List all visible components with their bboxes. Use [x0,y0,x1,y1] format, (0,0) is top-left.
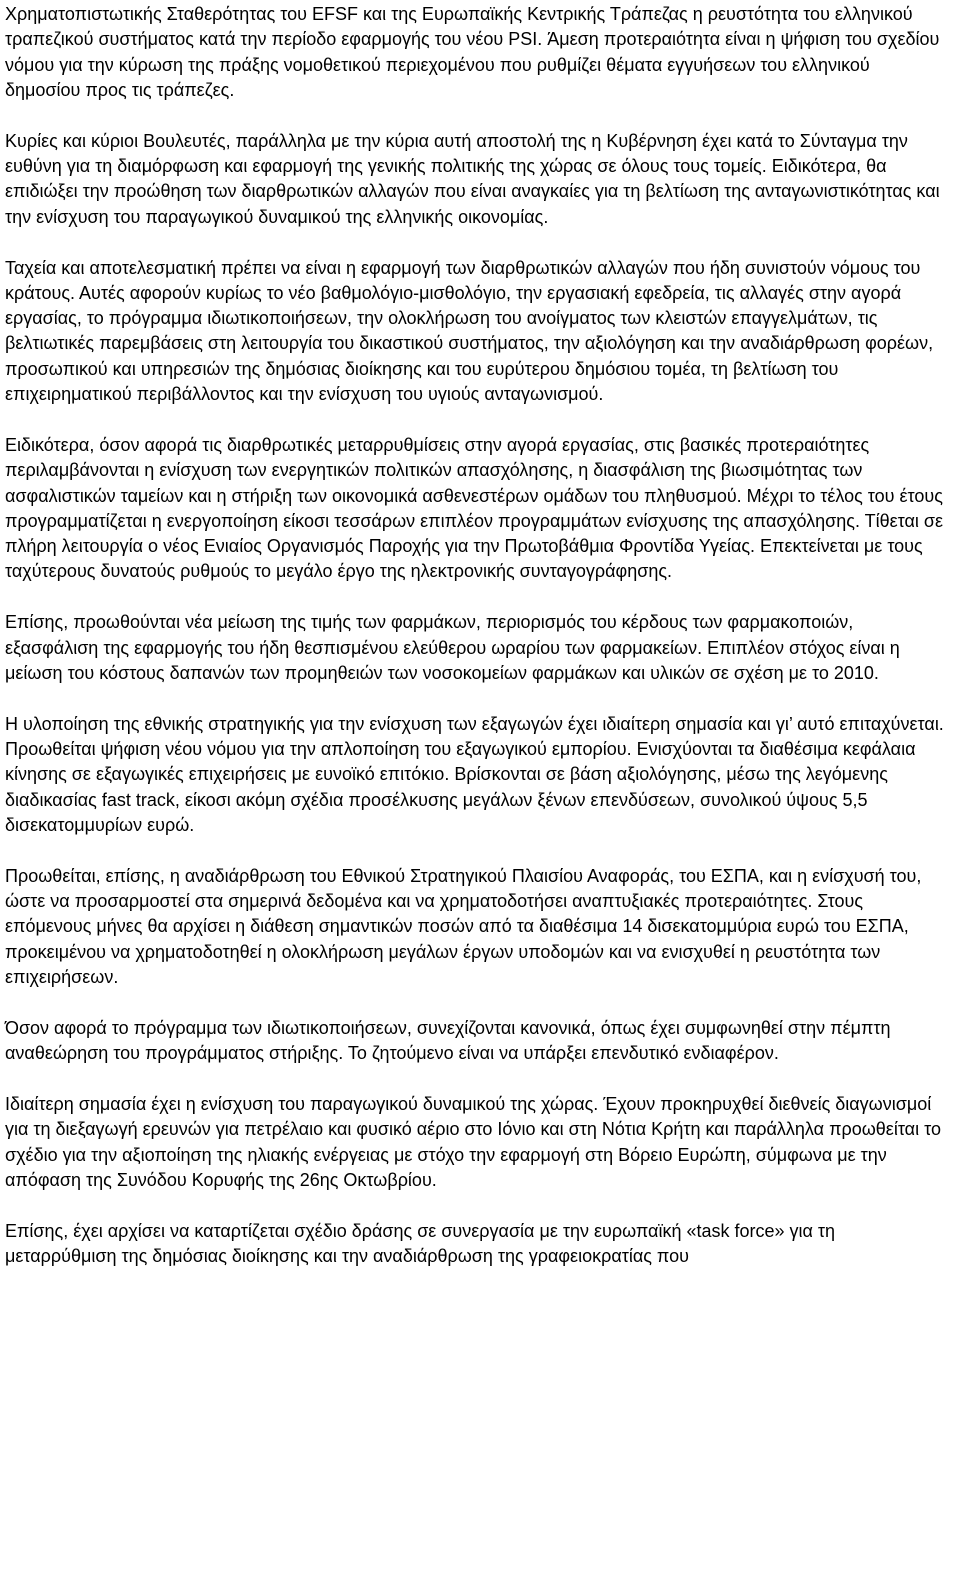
paragraph-7: Προωθείται, επίσης, η αναδιάρθρωση του Εθνικού Στρατηγικού Πλαισίου Αναφοράς, του ΕΣΠΑ, και η ενίσχυσή του, ώστε να προσαρμοστεί στα σημερινά δεδομένα και να χρηματοδοτήσει αναπτυξιακές προτεραιότητες. Στους επόμενους μήνες θα αρχίσει η διάθεση σημαντικών ποσών από τα διαθέσιμα 14 δισεκατομμύρια ευρώ του ΕΣΠΑ, προκειμένου να χρηματοδοτηθεί η ολοκλήρωση μεγάλων έργων υποδομών και να ενισχυθεί η ρευστότητα των επιχειρήσεων. [5,865,922,988]
document-page [5,0,949,1270]
paragraph-6: Η υλοποίηση της εθνικής στρατηγικής για την ενίσχυση των εξαγωγών έχει ιδιαίτερη σημασία και γι’ αυτό επιταχύνεται. Προωθείται ψήφιση νέου νόμου για την απλοποίηση του εξαγωγικού εμπορίου. Ενισχύονται τα διαθέσιμα κεφάλαια κίνησης σε εξαγωγικές επιχειρήσεις με ευνοϊκό επιτόκιο. Βρίσκονται σε βάση αξιολόγησης, μέσω της λεγόμενης διαδικασίας fast track, είκοσι ακόμη σχέδια προσέλκυσης μεγάλων ξένων επενδύσεων, συνολικού ύψους 5,5 δισεκατομμυρίων ευρώ. [5,713,944,835]
paragraph-5: Επίσης, προωθούνται νέα μείωση της τιμής των φαρμάκων, περιορισμός του κέρδους των φαρμακοποιών, εξασφάλιση της εφαρμογής του ήδη θεσπισμένου ελεύθερου ωραρίου των φαρμακείων. Επιπλέον στόχος είναι η μείωση του κόστους δαπανών των προμηθειών των νοσοκομείων φαρμάκων και υλικών σε σχέση με το 2010. [5,612,900,683]
paragraph-9: Ιδιαίτερη σημασία έχει η ενίσχυση του παραγωγικού δυναμικού της χώρας. Έχουν προκηρυχθεί διεθνείς διαγωνισμοί για τη διεξαγωγή ερευνών για πετρέλαιο και φυσικό αέριο στο Ιόνιο και στη Νότια Κρήτη και παράλληλα προωθείται το σχέδιο για την αξιοποίηση της ηλιακής ενέργειας με στόχο την εφαρμογή στη Βόρειο Ευρώπη, σύμφωνα με την απόφαση της Συνόδου Κορυφής της 26ης Οκτωβρίου. [5,1094,941,1191]
paragraph-1: Χρηματοπιστωτικής Σταθερότητας του EFSF και της Ευρωπαϊκής Κεντρικής Τράπεζας η ρευστότητα του ελληνικού τραπεζικού συστήματος κατά την περίοδο εφαρμογής του νέου PSI. Άμεση προτεραιότητα είναι η ψήφιση του σχεδίου νόμου για την κύρωση της πράξης νομοθετικού περιεχομένου που ρυθμίζει θέματα εγγυήσεων του ελληνικού δημοσίου προς τις τράπεζες. [5,4,940,100]
paragraph-3: Ταχεία και αποτελεσματική πρέπει να είναι η εφαρμογή των διαρθρωτικών αλλαγών που ήδη συνιστούν νόμους του κράτους. Αυτές αφορούν κυρίως το νέο βαθμολόγιο-μισθολόγιο, την εργασιακή εφεδρεία, τις αλλαγές στην αγορά εργασίας, το πρόγραμμα ιδιωτικοποιήσεων, την ολοκλήρωση του ανοίγματος των κλειστών επαγγελμάτων, τις βελτιωτικές παρεμβάσεις στη λειτουργία του δικαστικού συστήματος, την αξιολόγηση και την αναδιάρθρωση φορέων, προσωπικού και υπηρεσιών της δημόσιας διοίκησης και του ευρύτερου δημόσιου τομέα, τη βελτίωση του επιχειρηματικού περιβάλλοντος και την ενίσχυση του υγιούς ανταγωνισμού. [5,257,934,405]
paragraph-4: Ειδικότερα, όσον αφορά τις διαρθρωτικές μεταρρυθμίσεις στην αγορά εργασίας, στις βασικές προτεραιότητες περιλαμβάνονται η ενίσχυση των ενεργητικών πολιτικών απασχόλησης, η διασφάλιση της βιωσιμότητας των ασφαλιστικών ταμείων και η στήριξη των οικονομικά ασθενεστέρων ομάδων του πληθυσμού. Μέχρι το τέλος του έτους προγραμματίζεται η ενεργοποίηση είκοσι τεσσάρων επιπλέον προγραμμάτων ενίσχυσης της απασχόλησης. Τίθεται σε πλήρη λειτουργία ο νέος Ενιαίος Οργανισμός Παροχής για την Πρωτοβάθμια Φροντίδα Υγείας. Επεκτείνεται με τους ταχύτερους δυνατούς ρυθμούς το μεγάλο έργο της ηλεκτρονικής συνταγογράφησης. [5,434,944,582]
paragraph-2: Κυρίες και κύριοι Βουλευτές, παράλληλα με την κύρια αυτή αποστολή της η Κυβέρνηση έχει κατά το Σύνταγμα την ευθύνη για τη διαμόρφωση και εφαρμογή της γενικής πολιτικής της χώρας σε όλους τους τομείς. Ειδικότερα, θα επιδιώξει την προώθηση των διαρθρωτικών αλλαγών που είναι αναγκαίες για τη βελτίωση της ανταγωνιστικότητας και την ενίσχυση του παραγωγικού δυναμικού της ελληνικής οικονομίας. [5,130,940,227]
paragraph-8: Όσον αφορά το πρόγραμμα των ιδιωτικοποιήσεων, συνεχίζονται κανονικά, όπως έχει συμφωνηθεί στην πέμπτη αναθεώρηση του προγράμματος στήριξης. Το ζητούμενο είναι να υπάρξει επενδυτικό ενδιαφέρον. [5,1017,891,1064]
paragraph-10: Επίσης, έχει αρχίσει να καταρτίζεται σχέδιο δράσης σε συνεργασία με την ευρωπαϊκή «task force» για τη μεταρρύθμιση της δημόσιας διοίκησης και την αναδιάρθρωση της γραφειοκρατίας που [5,1220,836,1267]
